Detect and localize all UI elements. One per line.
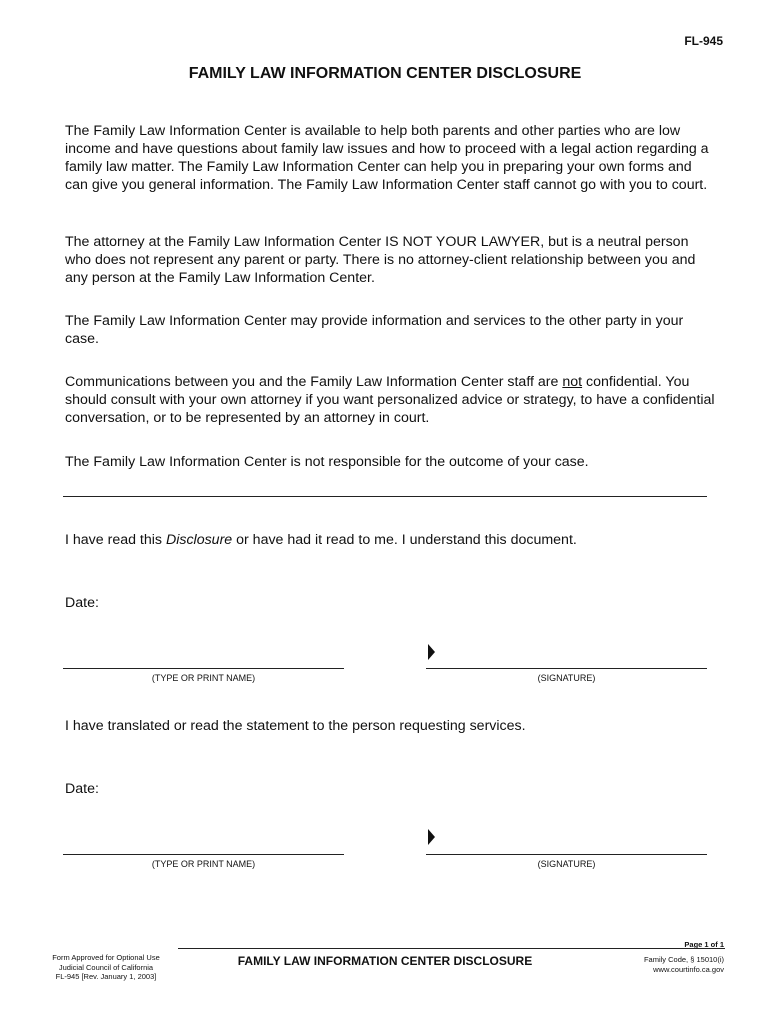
signature-arrow-icon [428, 644, 435, 660]
courtinfo-link[interactable]: www.courtinfo.ca.gov [653, 965, 724, 974]
signature-caption-2: (SIGNATURE) [537, 859, 596, 869]
confidentiality-text-start: Communications between you and the Family Law Information Center staff are [65, 374, 563, 390]
name-caption-2: (TYPE OR PRINT NAME) [151, 859, 256, 869]
form-number: FL-945 [684, 34, 723, 48]
page-number: Page 1 of 1 [684, 940, 724, 949]
name-field-2[interactable] [63, 854, 344, 855]
signature-caption-1: (SIGNATURE) [537, 673, 596, 683]
footer-title: FAMILY LAW INFORMATION CENTER DISCLOSURE [237, 954, 533, 968]
approval-line-2: Judicial Council of California [58, 962, 154, 972]
form-approval-info [36, 953, 176, 982]
ack-text-end: or have had it read to me. I understand this document. [232, 532, 577, 548]
legal-reference [644, 955, 724, 975]
confidentiality-text-end: confidential. You should consult with your own attorney if you want personalized advice or strategy, to have a confidential conversation, or to be represented by an attorney in court. [65, 374, 715, 426]
translation-statement: I have translated or read the statement to the person requesting services. [65, 718, 526, 734]
date-label-2: Date: [65, 781, 99, 797]
footer-rule [178, 948, 725, 949]
section-divider [63, 496, 707, 497]
signature-arrow-icon [428, 829, 435, 845]
signature-field-2[interactable] [426, 854, 707, 855]
approval-line-3: FL-945 [Rev. January 1, 2003] [55, 972, 157, 981]
underlined-not: not [562, 374, 583, 390]
ack-text-start: I have read this [65, 532, 166, 548]
paragraph-not-your-lawyer: The attorney at the Family Law Information Center IS NOT YOUR LAWYER, but is a neutral person who does not represent any parent or party. There is no attorney-client relationship between you and any person at the Family Law Information Center. [65, 234, 696, 286]
name-field-1[interactable] [63, 668, 344, 669]
page-title: FAMILY LAW INFORMATION CENTER DISCLOSURE [188, 65, 582, 82]
read-acknowledgment [65, 531, 715, 549]
paragraph-availability: The Family Law Information Center is available to help both parents and other parties who are low income and have questions about family law issues and how to proceed with a legal action regarding a family law matter. The Family Law Information Center can help you in preparing your own forms and can give you general information. The Family Law Information Center staff cannot go with you to court. [65, 123, 709, 193]
paragraph-confidentiality [65, 373, 715, 427]
approval-line-1: Form Approved for Optional Use [52, 953, 160, 962]
name-caption-1: (TYPE OR PRINT NAME) [151, 673, 256, 683]
paragraph-responsibility: The Family Law Information Center is not responsible for the outcome of your case. [65, 454, 589, 470]
date-label-1: Date: [65, 595, 99, 611]
ack-italic-disclosure: Disclosure [165, 532, 233, 548]
family-code-citation: Family Code, § 15010(i) [643, 955, 724, 964]
signature-field-1[interactable] [426, 668, 707, 669]
paragraph-other-party: The Family Law Information Center may provide information and services to the other party in your case. [65, 313, 684, 347]
